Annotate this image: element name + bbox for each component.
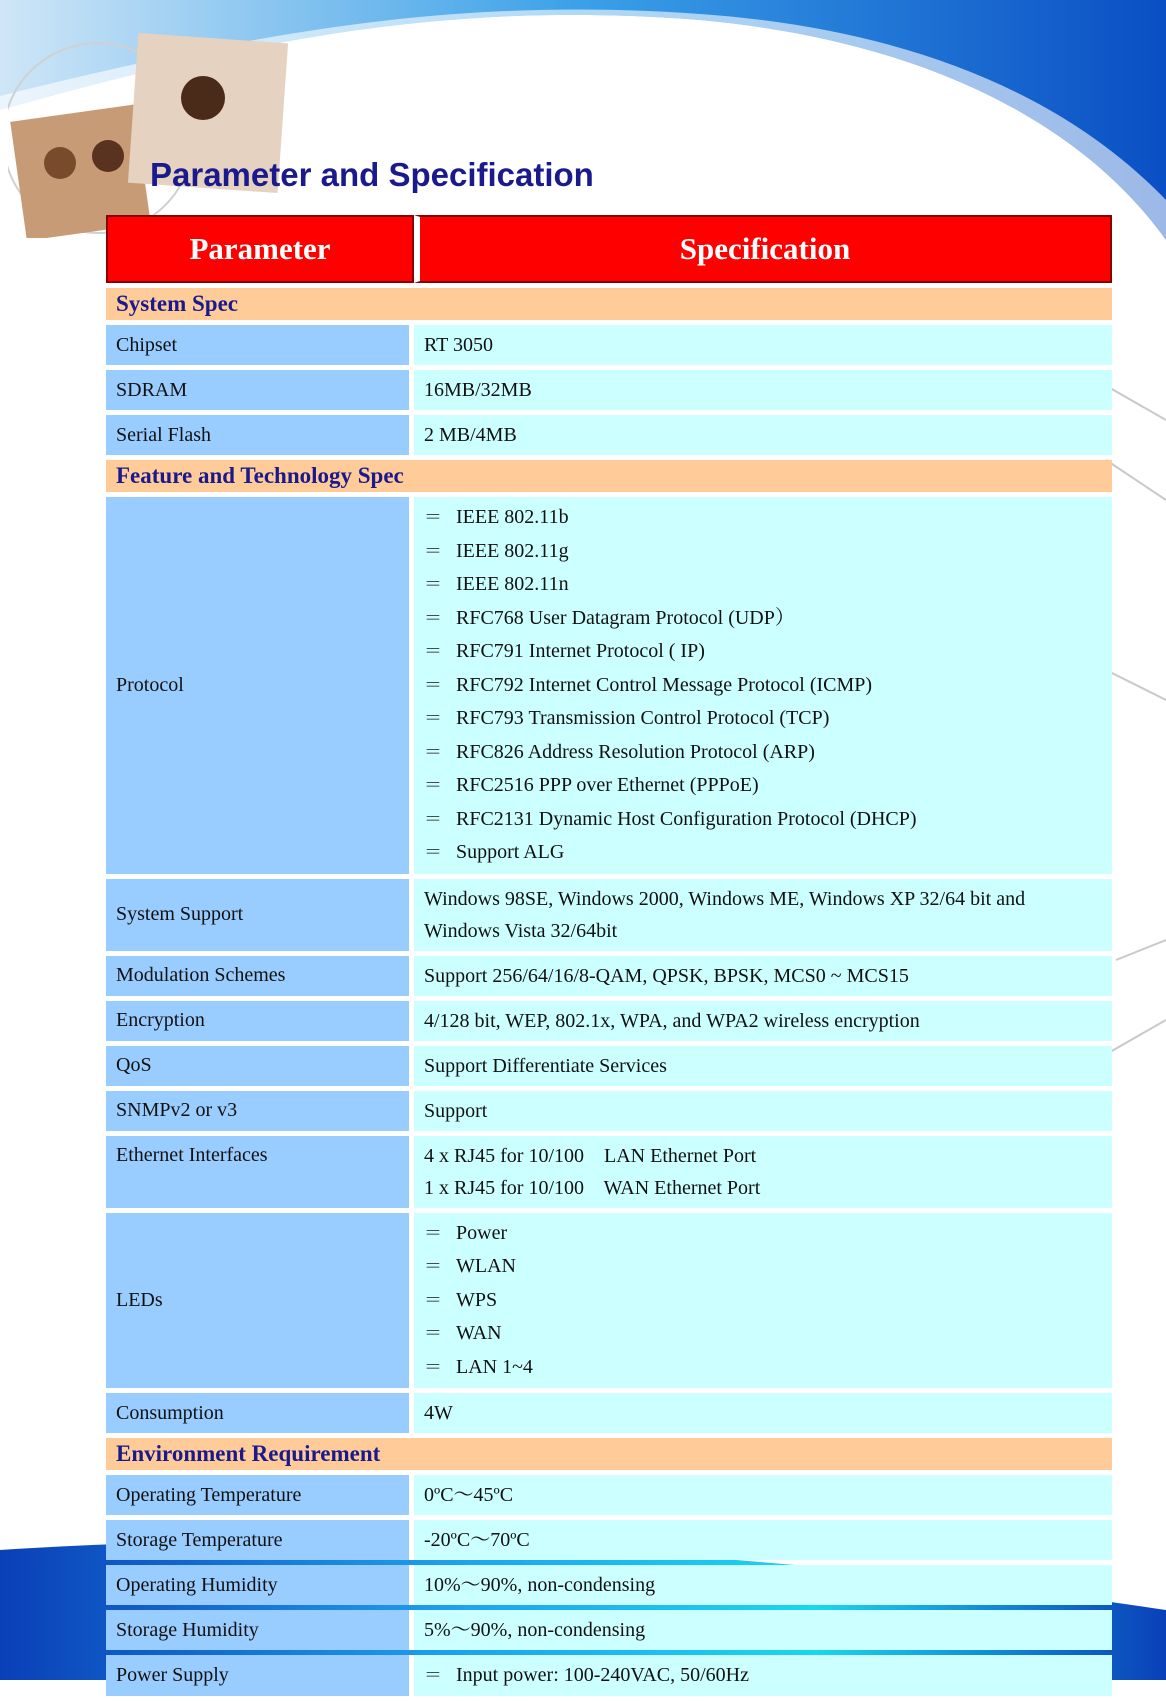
bullet-icon: ＝ bbox=[424, 741, 442, 763]
param-cell: Ethernet Interfaces bbox=[106, 1136, 414, 1208]
list-item-text: RFC791 Internet Protocol ( IP) bbox=[456, 640, 705, 662]
led-list bbox=[424, 1217, 1102, 1385]
bullet-icon: ＝ bbox=[424, 574, 442, 595]
list-item-text: LAN 1~4 bbox=[456, 1355, 533, 1378]
list-item bbox=[424, 702, 1102, 736]
value-text: Input power: 100-240VAC, 50/60Hz bbox=[456, 1664, 749, 1686]
value-cell: 4/128 bit, WEP, 802.1x, WPA, and WPA2 wireless encryption bbox=[414, 1001, 1112, 1041]
param-cell: Serial Flash bbox=[106, 415, 414, 455]
table-row bbox=[106, 1520, 1112, 1560]
value-cell: -20ºC～70ºC bbox=[414, 1520, 1112, 1560]
param-cell: LEDs bbox=[106, 1213, 414, 1389]
list-item-text: RFC793 Transmission Control Protocol (TCP) bbox=[456, 707, 830, 729]
list-item bbox=[424, 836, 1102, 870]
param-cell: QoS bbox=[106, 1046, 414, 1086]
value-cell: Support 256/64/16/8-QAM, QPSK, BPSK, MCS0 ~ MCS15 bbox=[414, 956, 1112, 996]
value-cell bbox=[414, 1136, 1112, 1208]
value-cell: 0ºC～45ºC bbox=[414, 1475, 1112, 1515]
param-cell: SDRAM bbox=[106, 370, 414, 410]
list-item bbox=[424, 635, 1102, 669]
table-row bbox=[106, 1001, 1112, 1041]
list-item-text: WLAN bbox=[456, 1255, 516, 1277]
param-cell: Storage Temperature bbox=[106, 1520, 414, 1560]
list-item-text: WAN bbox=[456, 1322, 502, 1344]
list-item bbox=[424, 602, 1102, 636]
param-cell: Encryption bbox=[106, 1001, 414, 1041]
section-environment bbox=[106, 1438, 1112, 1470]
bullet-icon: ＝ bbox=[424, 674, 442, 696]
table-row bbox=[106, 1475, 1112, 1515]
list-item-text: Support ALG bbox=[456, 841, 565, 863]
value-cell: Support Differentiate Services bbox=[414, 1046, 1112, 1086]
bullet-icon: ＝ bbox=[424, 1665, 442, 1686]
param-cell: Operating Temperature bbox=[106, 1475, 414, 1515]
list-item-text: Power bbox=[456, 1221, 508, 1244]
list-item-text: RFC768 User Datagram Protocol (UDP） bbox=[456, 606, 795, 629]
list-item bbox=[424, 568, 1102, 602]
table-row-protocol bbox=[106, 497, 1112, 874]
param-cell: Consumption bbox=[106, 1393, 414, 1433]
table-header-row bbox=[106, 215, 1112, 283]
bullet-icon: ＝ bbox=[424, 808, 442, 830]
value-cell bbox=[414, 879, 1112, 951]
value-cell: 4W bbox=[414, 1393, 1112, 1433]
section-title: Feature and Technology Spec bbox=[106, 460, 1112, 492]
bullet-icon: ＝ bbox=[424, 507, 442, 528]
value-cell: 10%～90%, non-condensing bbox=[414, 1565, 1112, 1605]
param-cell: System Support bbox=[106, 879, 414, 951]
bullet-icon: ＝ bbox=[424, 1256, 442, 1277]
bullet-icon: ＝ bbox=[424, 1289, 442, 1311]
list-item bbox=[424, 769, 1102, 803]
table-row-leds bbox=[106, 1213, 1112, 1389]
param-cell: Modulation Schemes bbox=[106, 956, 414, 996]
value-line: Windows Vista 32/64bit bbox=[424, 919, 618, 942]
list-item-text: RFC826 Address Resolution Protocol (ARP) bbox=[456, 740, 815, 763]
section-system-spec bbox=[106, 288, 1112, 320]
list-item-text: IEEE 802.11b bbox=[456, 506, 569, 528]
table-row bbox=[106, 370, 1112, 410]
table-row bbox=[106, 1655, 1112, 1696]
value-cell bbox=[414, 497, 1112, 874]
value-cell: 5%～90%, non-condensing bbox=[414, 1610, 1112, 1650]
specification-table bbox=[106, 210, 1112, 1701]
header-parameter: Parameter bbox=[106, 215, 414, 283]
bullet-icon: ＝ bbox=[424, 775, 442, 796]
bullet-icon: ＝ bbox=[424, 641, 442, 662]
section-feature-spec bbox=[106, 460, 1112, 492]
list-item bbox=[424, 736, 1102, 770]
list-item bbox=[424, 1250, 1102, 1284]
table-row-system-support bbox=[106, 879, 1112, 951]
table-row bbox=[106, 1610, 1112, 1650]
page-title: Parameter and Specification bbox=[150, 156, 594, 193]
bullet-icon: ＝ bbox=[424, 1222, 442, 1244]
bullet-icon: ＝ bbox=[424, 540, 442, 562]
param-cell: Operating Humidity bbox=[106, 1565, 414, 1605]
bullet-icon: ＝ bbox=[424, 1323, 442, 1344]
table-row bbox=[106, 1091, 1112, 1131]
table-row bbox=[106, 325, 1112, 365]
list-item-text: IEEE 802.11g bbox=[456, 539, 569, 562]
list-item bbox=[424, 1317, 1102, 1351]
table-row-ethernet bbox=[106, 1136, 1112, 1208]
value-cell bbox=[414, 1213, 1112, 1389]
list-item-text: RFC2131 Dynamic Host Configuration Protocol (DHCP) bbox=[456, 807, 917, 830]
param-cell: SNMPv2 or v3 bbox=[106, 1091, 414, 1131]
list-item-text: IEEE 802.11n bbox=[456, 573, 569, 595]
value-line: 4 x RJ45 for 10/100 LAN Ethernet Port bbox=[424, 1144, 757, 1167]
header-specification: Specification bbox=[414, 215, 1112, 283]
table-row bbox=[106, 1393, 1112, 1433]
bullet-icon: ＝ bbox=[424, 607, 442, 629]
param-cell: Storage Humidity bbox=[106, 1610, 414, 1650]
value-cell: RT 3050 bbox=[414, 325, 1112, 365]
protocol-list bbox=[424, 501, 1102, 870]
param-cell: Chipset bbox=[106, 325, 414, 365]
section-title: System Spec bbox=[106, 288, 1112, 320]
list-item-text: RFC2516 PPP over Ethernet (PPPoE) bbox=[456, 774, 759, 796]
bullet-icon: ＝ bbox=[424, 842, 442, 863]
list-item bbox=[424, 1217, 1102, 1251]
list-item bbox=[424, 535, 1102, 569]
list-item bbox=[424, 803, 1102, 837]
list-item bbox=[424, 1284, 1102, 1318]
value-cell: 2 MB/4MB bbox=[414, 415, 1112, 455]
param-cell: Power Supply bbox=[106, 1655, 414, 1696]
table-row bbox=[106, 956, 1112, 996]
list-item bbox=[424, 501, 1102, 535]
people-photo bbox=[8, 28, 288, 238]
section-title: Environment Requirement bbox=[106, 1438, 1112, 1470]
list-item bbox=[424, 1351, 1102, 1385]
list-item-text: RFC792 Internet Control Message Protocol (ICMP) bbox=[456, 673, 873, 696]
value-cell: 16MB/32MB bbox=[414, 370, 1112, 410]
value-cell bbox=[414, 1655, 1112, 1696]
table-row bbox=[106, 1046, 1112, 1086]
list-item-text: WPS bbox=[456, 1288, 498, 1311]
list-item bbox=[424, 669, 1102, 703]
table-row bbox=[106, 415, 1112, 455]
value-line: Windows 98SE, Windows 2000, Windows ME, Windows XP 32/64 bit and bbox=[424, 887, 1026, 910]
param-cell: Protocol bbox=[106, 497, 414, 874]
bullet-icon: ＝ bbox=[424, 1356, 442, 1378]
value-cell: Support bbox=[414, 1091, 1112, 1131]
table-row bbox=[106, 1565, 1112, 1605]
value-line: 1 x RJ45 for 10/100 WAN Ethernet Port bbox=[424, 1176, 761, 1199]
bullet-icon: ＝ bbox=[424, 708, 442, 729]
